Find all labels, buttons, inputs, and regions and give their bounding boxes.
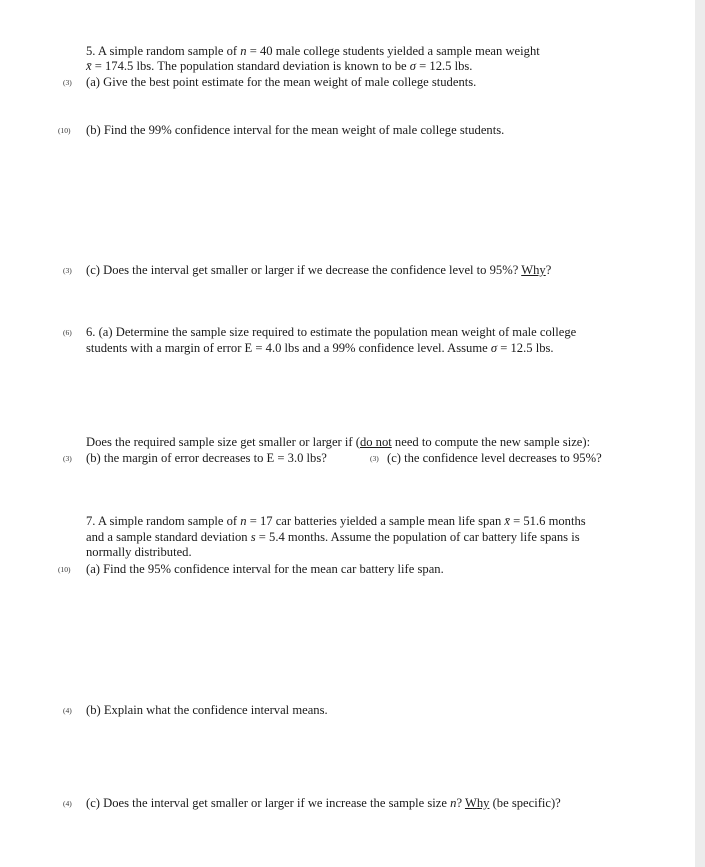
q5a-points: (3) — [63, 78, 72, 87]
q6-does-b: need to compute the new sample size): — [391, 435, 591, 449]
q5-line-2-b: = 12.5 lbs. — [416, 59, 473, 73]
q6-do-not: do not — [359, 435, 392, 449]
q6-line-1: 6. (a) Determine the sample size required to estimate the population mean weight of male college — [86, 325, 577, 339]
q6b-text: (b) the margin of error decreases to E = 3.0 lbs? — [86, 451, 327, 465]
q5-line-2-a: = 174.5 lbs. The population standard deviation is known to be — [91, 59, 410, 73]
q5b-points: (10) — [58, 126, 71, 135]
q6b-points: (3) — [63, 454, 72, 463]
q7-line-1-a: 7. A simple random sample of — [86, 514, 241, 528]
q7-line-2-a: and a sample standard deviation — [86, 530, 251, 544]
q7b-points: (4) — [63, 706, 72, 715]
q6-does-line — [86, 435, 590, 450]
q5-var-n: n — [240, 44, 247, 58]
q7-line-3: normally distributed. — [86, 545, 192, 559]
q7c-text-c: (be specific)? — [489, 796, 561, 810]
q5b-text: (b) Find the 99% confidence interval for the mean weight of male college students. — [86, 123, 505, 137]
q7-var-xbar: x̄ — [504, 514, 510, 528]
q7-line-1-c: = 51.6 months — [509, 514, 586, 528]
q6a-points: (6) — [63, 328, 72, 337]
q7-var-s: s — [250, 530, 256, 544]
q5c-why: Why — [521, 263, 546, 277]
q5c-qmark: ? — [545, 263, 552, 277]
q6c-points: (3) — [370, 454, 379, 463]
q7c-text-a: (c) Does the interval get smaller or larger if we increase the sample size — [86, 796, 451, 810]
q7b-text: (b) Explain what the confidence interval means. — [86, 703, 328, 717]
q5-line-1 — [86, 44, 540, 59]
q7-line-2-b: = 5.4 months. Assume the population of car battery life spans is — [255, 530, 580, 544]
q5-line-1-a: 5. A simple random sample of — [86, 44, 241, 58]
q7-line-2 — [86, 530, 580, 545]
q5c-text: (c) Does the interval get smaller or larger if we decrease the confidence level to 95%? — [86, 263, 522, 277]
q7-line-1-b: = 17 car batteries yielded a sample mean life span — [246, 514, 505, 528]
q7a-points: (10) — [58, 565, 71, 574]
q5c-points: (3) — [63, 266, 72, 275]
q5a-text: (a) Give the best point estimate for the mean weight of male college students. — [86, 75, 477, 89]
q6-does-a: Does the required sample size get smaller or larger if ( — [86, 435, 360, 449]
q6c-text: (c) the confidence level decreases to 95%? — [387, 451, 602, 465]
q5-line-1-b: = 40 male college students yielded a sample mean weight — [246, 44, 540, 58]
q7-line-1 — [86, 514, 586, 529]
q6-line-2-b: = 12.5 lbs. — [497, 341, 554, 355]
q7c-points: (4) — [63, 799, 72, 808]
q7-var-n: n — [240, 514, 247, 528]
page-edge-shadow — [695, 0, 705, 867]
q6-line-2 — [86, 341, 554, 356]
q5-var-xbar: x̄ — [86, 59, 92, 73]
q5-var-sigma: σ — [409, 59, 416, 73]
q5c-line — [86, 263, 551, 278]
q7c-why: Why — [464, 796, 490, 810]
q7c-text-b: ? — [456, 796, 465, 810]
q7c-line — [86, 796, 561, 811]
q6-line-2-a: students with a margin of error E = 4.0 lbs and a 99% confidence level. Assume — [86, 341, 491, 355]
q7a-text: (a) Find the 95% confidence interval for the mean car battery life span. — [86, 562, 444, 576]
q6-var-sigma: σ — [490, 341, 498, 355]
q5-line-2 — [86, 59, 472, 74]
q7c-var-n: n — [450, 796, 457, 810]
